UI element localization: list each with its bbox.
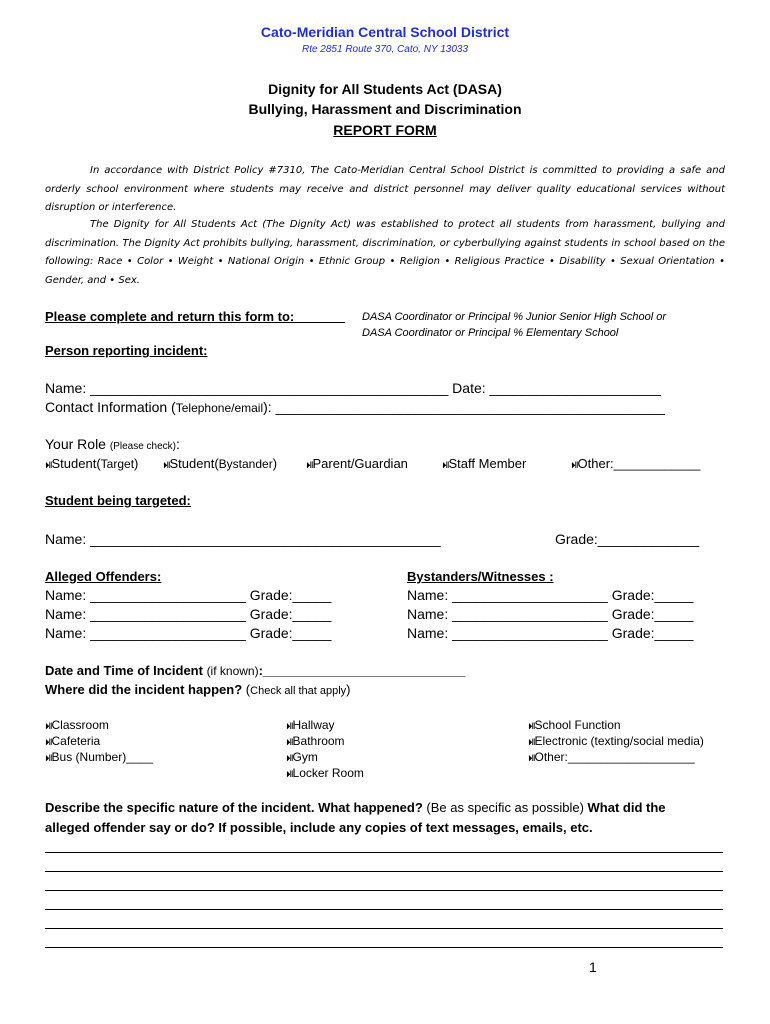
location-label: Electronic (texting/social media) — [534, 734, 704, 748]
role-other-label: Other:____________ — [577, 456, 701, 471]
role-option-parent[interactable] — [306, 456, 408, 471]
location-label: Gym — [292, 750, 318, 764]
checkbox-icon[interactable]: ⏵II — [45, 460, 52, 470]
intro-paragraph-1 — [45, 162, 725, 218]
incident-where-text: Where did the incident happen? — [45, 682, 246, 697]
offenders-heading: Alleged Offenders: — [45, 569, 162, 584]
role-student-bystander-label: Student( — [169, 456, 219, 471]
return-to-line2: DASA Coordinator or Principal % Elementary School — [362, 327, 619, 339]
location-gym[interactable] — [286, 750, 318, 764]
role-student-bystander-small: Bystander — [218, 457, 273, 471]
answer-line[interactable] — [45, 909, 723, 910]
checkbox-icon[interactable]: ⏵II — [571, 460, 578, 470]
incident-where-hint-open: ( — [245, 682, 251, 697]
role-staff-label: Staff Member — [448, 456, 527, 471]
incident-where-hint-close: ) — [346, 682, 351, 697]
location-label: School Function — [534, 718, 621, 732]
checkbox-icon[interactable]: ⏵II — [286, 737, 293, 747]
location-label: Cafeteria — [51, 734, 101, 748]
return-to-label-text: Please complete and return this form to: — [45, 309, 295, 324]
offender-row[interactable]: Name: ____________________ Grade:_____ — [45, 625, 332, 641]
checkbox-icon[interactable]: ⏵II — [45, 721, 52, 731]
checkbox-icon[interactable]: ⏵II — [163, 460, 170, 470]
location-label: Hallway — [292, 718, 335, 732]
page-number: 1 — [589, 959, 597, 975]
return-to-fill[interactable]: _______ — [294, 309, 345, 324]
answer-line[interactable] — [45, 947, 723, 948]
location-other[interactable] — [528, 750, 695, 764]
role-option-student-bystander[interactable] — [163, 456, 277, 471]
location-bus[interactable] — [45, 750, 153, 764]
answer-line[interactable] — [45, 928, 723, 929]
contact-prefix: Contact Information ( — [45, 399, 176, 415]
location-hallway[interactable] — [286, 718, 335, 732]
district-name: Cato-Meridian Central School District — [260, 24, 510, 40]
role-label — [45, 436, 180, 452]
answer-line[interactable] — [45, 890, 723, 891]
contact-suffix: ): __________________________________________________ — [263, 399, 665, 415]
location-label: Bathroom — [292, 734, 345, 748]
return-to-label — [45, 309, 345, 324]
form-title-report: REPORT FORM — [333, 122, 437, 138]
target-heading: Student being targeted: — [45, 493, 191, 508]
checkbox-icon[interactable]: ⏵II — [442, 460, 449, 470]
witness-row[interactable]: Name: ____________________ Grade:_____ — [407, 587, 694, 603]
role-hint: (Please check) — [109, 441, 176, 452]
location-bathroom[interactable] — [286, 734, 345, 748]
reporter-contact-field[interactable] — [45, 399, 665, 415]
location-label: Classroom — [51, 718, 109, 732]
incident-datetime-label: Date and Time of Incident — [45, 663, 207, 678]
return-to-line1: DASA Coordinator or Principal % Junior Senior High School or — [362, 311, 667, 323]
role-label-text: Your Role — [45, 436, 110, 452]
role-student-target-end: ) — [134, 456, 139, 471]
incident-datetime-fill[interactable]: :____________________________ — [258, 663, 466, 678]
reporter-heading: Person reporting incident: — [45, 343, 208, 358]
location-label: Other:___________________ — [534, 750, 695, 764]
location-electronic[interactable] — [528, 734, 704, 748]
contact-small: Telephone/email — [175, 401, 264, 415]
form-title-line2: Bullying, Harassment and Discrimination — [248, 101, 522, 117]
incident-where-label — [45, 682, 350, 697]
role-student-target-label: Student( — [51, 456, 101, 471]
answer-line[interactable] — [45, 871, 723, 872]
offender-row[interactable]: Name: ____________________ Grade:_____ — [45, 587, 332, 603]
target-name-field[interactable]: Name: _____________________________________________ — [45, 531, 441, 547]
role-option-staff[interactable] — [442, 456, 526, 471]
target-grade-field[interactable]: Grade:_____________ — [555, 531, 700, 547]
checkbox-icon[interactable]: ⏵II — [286, 721, 293, 731]
role-option-student-target[interactable] — [45, 456, 138, 471]
role-colon: : — [176, 436, 180, 452]
checkbox-icon[interactable]: ⏵II — [306, 460, 313, 470]
incident-datetime-hint: (if known) — [206, 664, 259, 678]
role-student-target-small: Target — [100, 457, 135, 471]
form-title-line1: Dignity for All Students Act (DASA) — [268, 81, 502, 97]
intro-paragraph-2-text: The Dignity for All Students Act (The Dignity Act) was established to protect all students from harassment, bullying and discrimination. The Dignity Act prohibits bullying, harassment, discrimination, or cyberbullying against students in school based on the following: Race • Color • Weight • National Origin • Ethnic Group • Religion • Religious Practice • Disability • Sexual Orientation • Gender, and • Sex. — [45, 219, 725, 286]
location-label: Locker Room — [292, 766, 364, 780]
offender-row[interactable]: Name: ____________________ Grade:_____ — [45, 606, 332, 622]
role-parent-label: Parent/Guardian — [312, 456, 408, 471]
describe-q-c: What did the — [583, 800, 666, 815]
role-option-other[interactable] — [571, 456, 700, 471]
describe-q-b: (Be as specific as possible) — [426, 800, 584, 815]
checkbox-icon[interactable]: ⏵II — [286, 753, 293, 763]
role-student-bystander-end: ) — [272, 456, 278, 471]
witness-row[interactable]: Name: ____________________ Grade:_____ — [407, 606, 694, 622]
incident-where-hint: Check all that apply — [250, 685, 347, 697]
reporter-name-date-field[interactable]: Name: ______________________________________________ Date: ______________________ — [45, 380, 661, 396]
checkbox-icon[interactable]: ⏵II — [528, 753, 535, 763]
witnesses-heading: Bystanders/Witnesses : — [407, 569, 554, 584]
intro-paragraph-2 — [45, 216, 725, 290]
checkbox-icon[interactable]: ⏵II — [528, 737, 535, 747]
answer-line[interactable] — [45, 852, 723, 853]
intro-paragraph-1-text: In accordance with District Policy #7310, The Cato-Meridian Central School District is committed to providing a safe and orderly school environment where students may receive and district personnel may deliver quality educational services without disruption or interference. — [45, 165, 725, 213]
describe-q-a: Describe the specific nature of the incident. What happened? — [45, 800, 427, 815]
location-label: Bus (Number)____ — [51, 750, 153, 764]
describe-question-line2: alleged offender say or do? If possible, include any copies of text messages, emails, etc. — [45, 820, 593, 835]
checkbox-icon[interactable]: ⏵II — [528, 721, 535, 731]
location-classroom[interactable] — [45, 718, 109, 732]
location-cafeteria[interactable] — [45, 734, 100, 748]
incident-datetime-field[interactable] — [45, 663, 465, 678]
checkbox-icon[interactable]: ⏵II — [45, 753, 52, 763]
district-address: Rte 2851 Route 370, Cato, NY 13033 — [301, 44, 469, 55]
checkbox-icon[interactable]: ⏵II — [286, 769, 293, 779]
location-school-function[interactable] — [528, 718, 621, 732]
witness-row[interactable]: Name: ____________________ Grade:_____ — [407, 625, 694, 641]
checkbox-icon[interactable]: ⏵II — [45, 737, 52, 747]
location-locker-room[interactable] — [286, 766, 364, 780]
describe-question-line1 — [45, 800, 666, 815]
